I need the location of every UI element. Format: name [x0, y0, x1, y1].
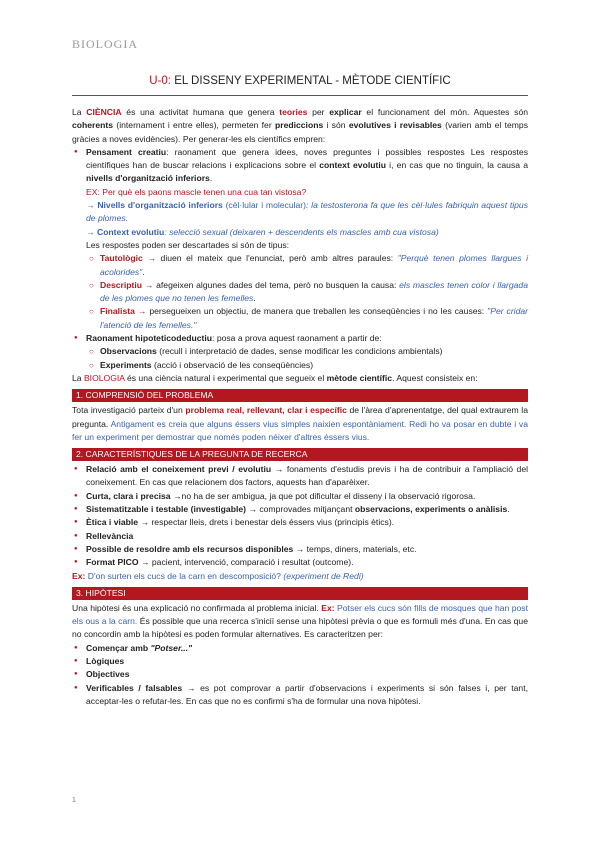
- section-1-paragraph: Tota investigació parteix d'un problema real, rellevant, clar i específic de l'àrea d'aprenentatge, del qual extraurem la pregunta. Antigament es creia que alguns éssers vius simples naixien espontàniament. Redi ho va posar en dubte i va fer un experiment per demostrar que només poden néixer d'altres éssers vius.: [72, 405, 528, 442]
- list-item: ● Curta, clara i precisa →no ha de ser ambigua, ja que pot dificultar el disseny i la observació rigorosa.: [72, 490, 528, 503]
- list-item: ○ Observacions (recull i interpretació de dades, sense modificar les condicions ambientals): [72, 345, 528, 358]
- list-item: ● Verificables / falsables → es pot comprovar a partir d'observacions i experiments si són falses i, per tant, acceptar-les o refutar-les. En cas que no es confirmi s'ha de formular una nova hipòtesi.: [72, 682, 528, 709]
- list-item: ● Rellevància: [72, 530, 528, 543]
- example-question: EX: Per què els paons mascle tenen una cua tan vistosa?: [86, 186, 307, 197]
- page-header: BIOLOGIA: [72, 37, 138, 51]
- list-item: ● Sistematitzable i testable (investigable) → comprovades mitjançant observacions, experiments o anàlisis.: [72, 503, 528, 516]
- unit-label: U-0:: [149, 75, 172, 87]
- biology-paragraph: La BIOLOGIA és una ciència natural i experimental que segueix el mètode científic. Aquest consisteix en:: [72, 372, 478, 383]
- hypothesis-list: [72, 642, 528, 708]
- list-item: ● Començar amb "Potser...": [72, 642, 528, 655]
- list-item: ● Relació amb el coneixement previ / evolutiu → fonaments d'estudis previs i ha de contribuir a l'ampliació del coneixement. En cas que relacionem dos factors, aquests han d'aparèixer.: [72, 463, 528, 490]
- section-2-example: Ex: D'on surten els cucs de la carn en descomposició? (experiment de Redi): [72, 570, 364, 581]
- section-heading-3: 3. HIPÒTESI: [72, 587, 528, 600]
- reasoning-list: [72, 146, 528, 252]
- list-item: ● Ètica i viable → respectar lleis, drets i benestar dels éssers vius (principis ètics).: [72, 516, 528, 529]
- list-item: ● Possible de resoldre amb els recursos disponibles → temps, diners, materials, etc.: [72, 543, 528, 556]
- intro-paragraph: La CIÈNCIA és una activitat humana que genera teories per explicar el funcionament del món. Aquestes són coherents (internament i entre elles), permeten fer prediccions i són evolutives i revisables (varien amb el temps gràcies a noves evidències). Per generar-les els científics empren:: [72, 107, 528, 144]
- list-item: ● Format PICO → pacient, intervenció, comparació i resultat (outcome).: [72, 556, 528, 569]
- discard-list: [72, 252, 528, 332]
- content: [72, 106, 528, 708]
- title-text: EL DISSENY EXPERIMENTAL - MÈTODE CIENTÍFIC: [171, 75, 451, 87]
- list-item: ● Objectives: [72, 668, 528, 681]
- list-item: ● Raonament hipoteticodeductiu: posa a prova aquest raonament a partir de:: [72, 332, 528, 345]
- list-item: ● Lògiques: [72, 655, 528, 668]
- title-divider: [72, 95, 528, 96]
- list-item: ○ Experiments (acció i observació de les conseqüències): [72, 359, 528, 372]
- section-3-paragraph: Una hipòtesi és una explicació no confirmada al problema inicial. Ex: Potser els cucs són fills de mosques que han post els ous a la carn. És possible que una recerca s'iniciï sense una hipòtesi prèvia o que es formuli més d'una. En cas que no concordin amb la hipòtesi es poden formular alternatives. Es caracteritzen per:: [72, 602, 528, 640]
- list-item: ○ Finalista → persegueixen un objectiu, de manera que treballen les conseqüències i no les causes: "Per cridar l'atenció de les femelles.": [72, 305, 528, 332]
- research-question-list: [72, 463, 528, 569]
- page-number: 1: [72, 797, 76, 804]
- section-heading-1: 1. COMPRENSIÓ DEL PROBLEMA: [72, 389, 528, 402]
- list-item: ○ Descriptiu → afegeixen algunes dades del tema, però no busquen la causa: els mascles tenen color i llargada de les plomes que no tenen les femelles.: [72, 279, 528, 306]
- list-item: ○ Tautològic → diuen el mateix que l'enunciat, però amb altres paraules: "Perquè tenen plomes llargues i acolorides".: [72, 252, 528, 279]
- section-heading-2: 2. CARACTERÍSTIQUES DE LA PREGUNTA DE RECERCA: [72, 448, 528, 461]
- page-title: [0, 75, 600, 87]
- list-item: ● Pensament creatiu: raonament que genera idees, noves preguntes i possibles respostes Les respostes científiques han de buscar relacions i explicacions sobre el context evolutiu i, en cas que no tinguin, la causa a nivells d'organització inferiors. EX: Per què els paons mascle tenen una cua tan vistosa? → Nivells d'organització inferiors (cèl·lular i molecular): la testosterona fa que les cèl·lules fabriquin aquest tipus de plomes. → Context evolutiu: selecció sexual (deixaren + descendents els mascles amb cua vistosa) Les respostes poden ser descartades si són de tipus:: [72, 146, 528, 252]
